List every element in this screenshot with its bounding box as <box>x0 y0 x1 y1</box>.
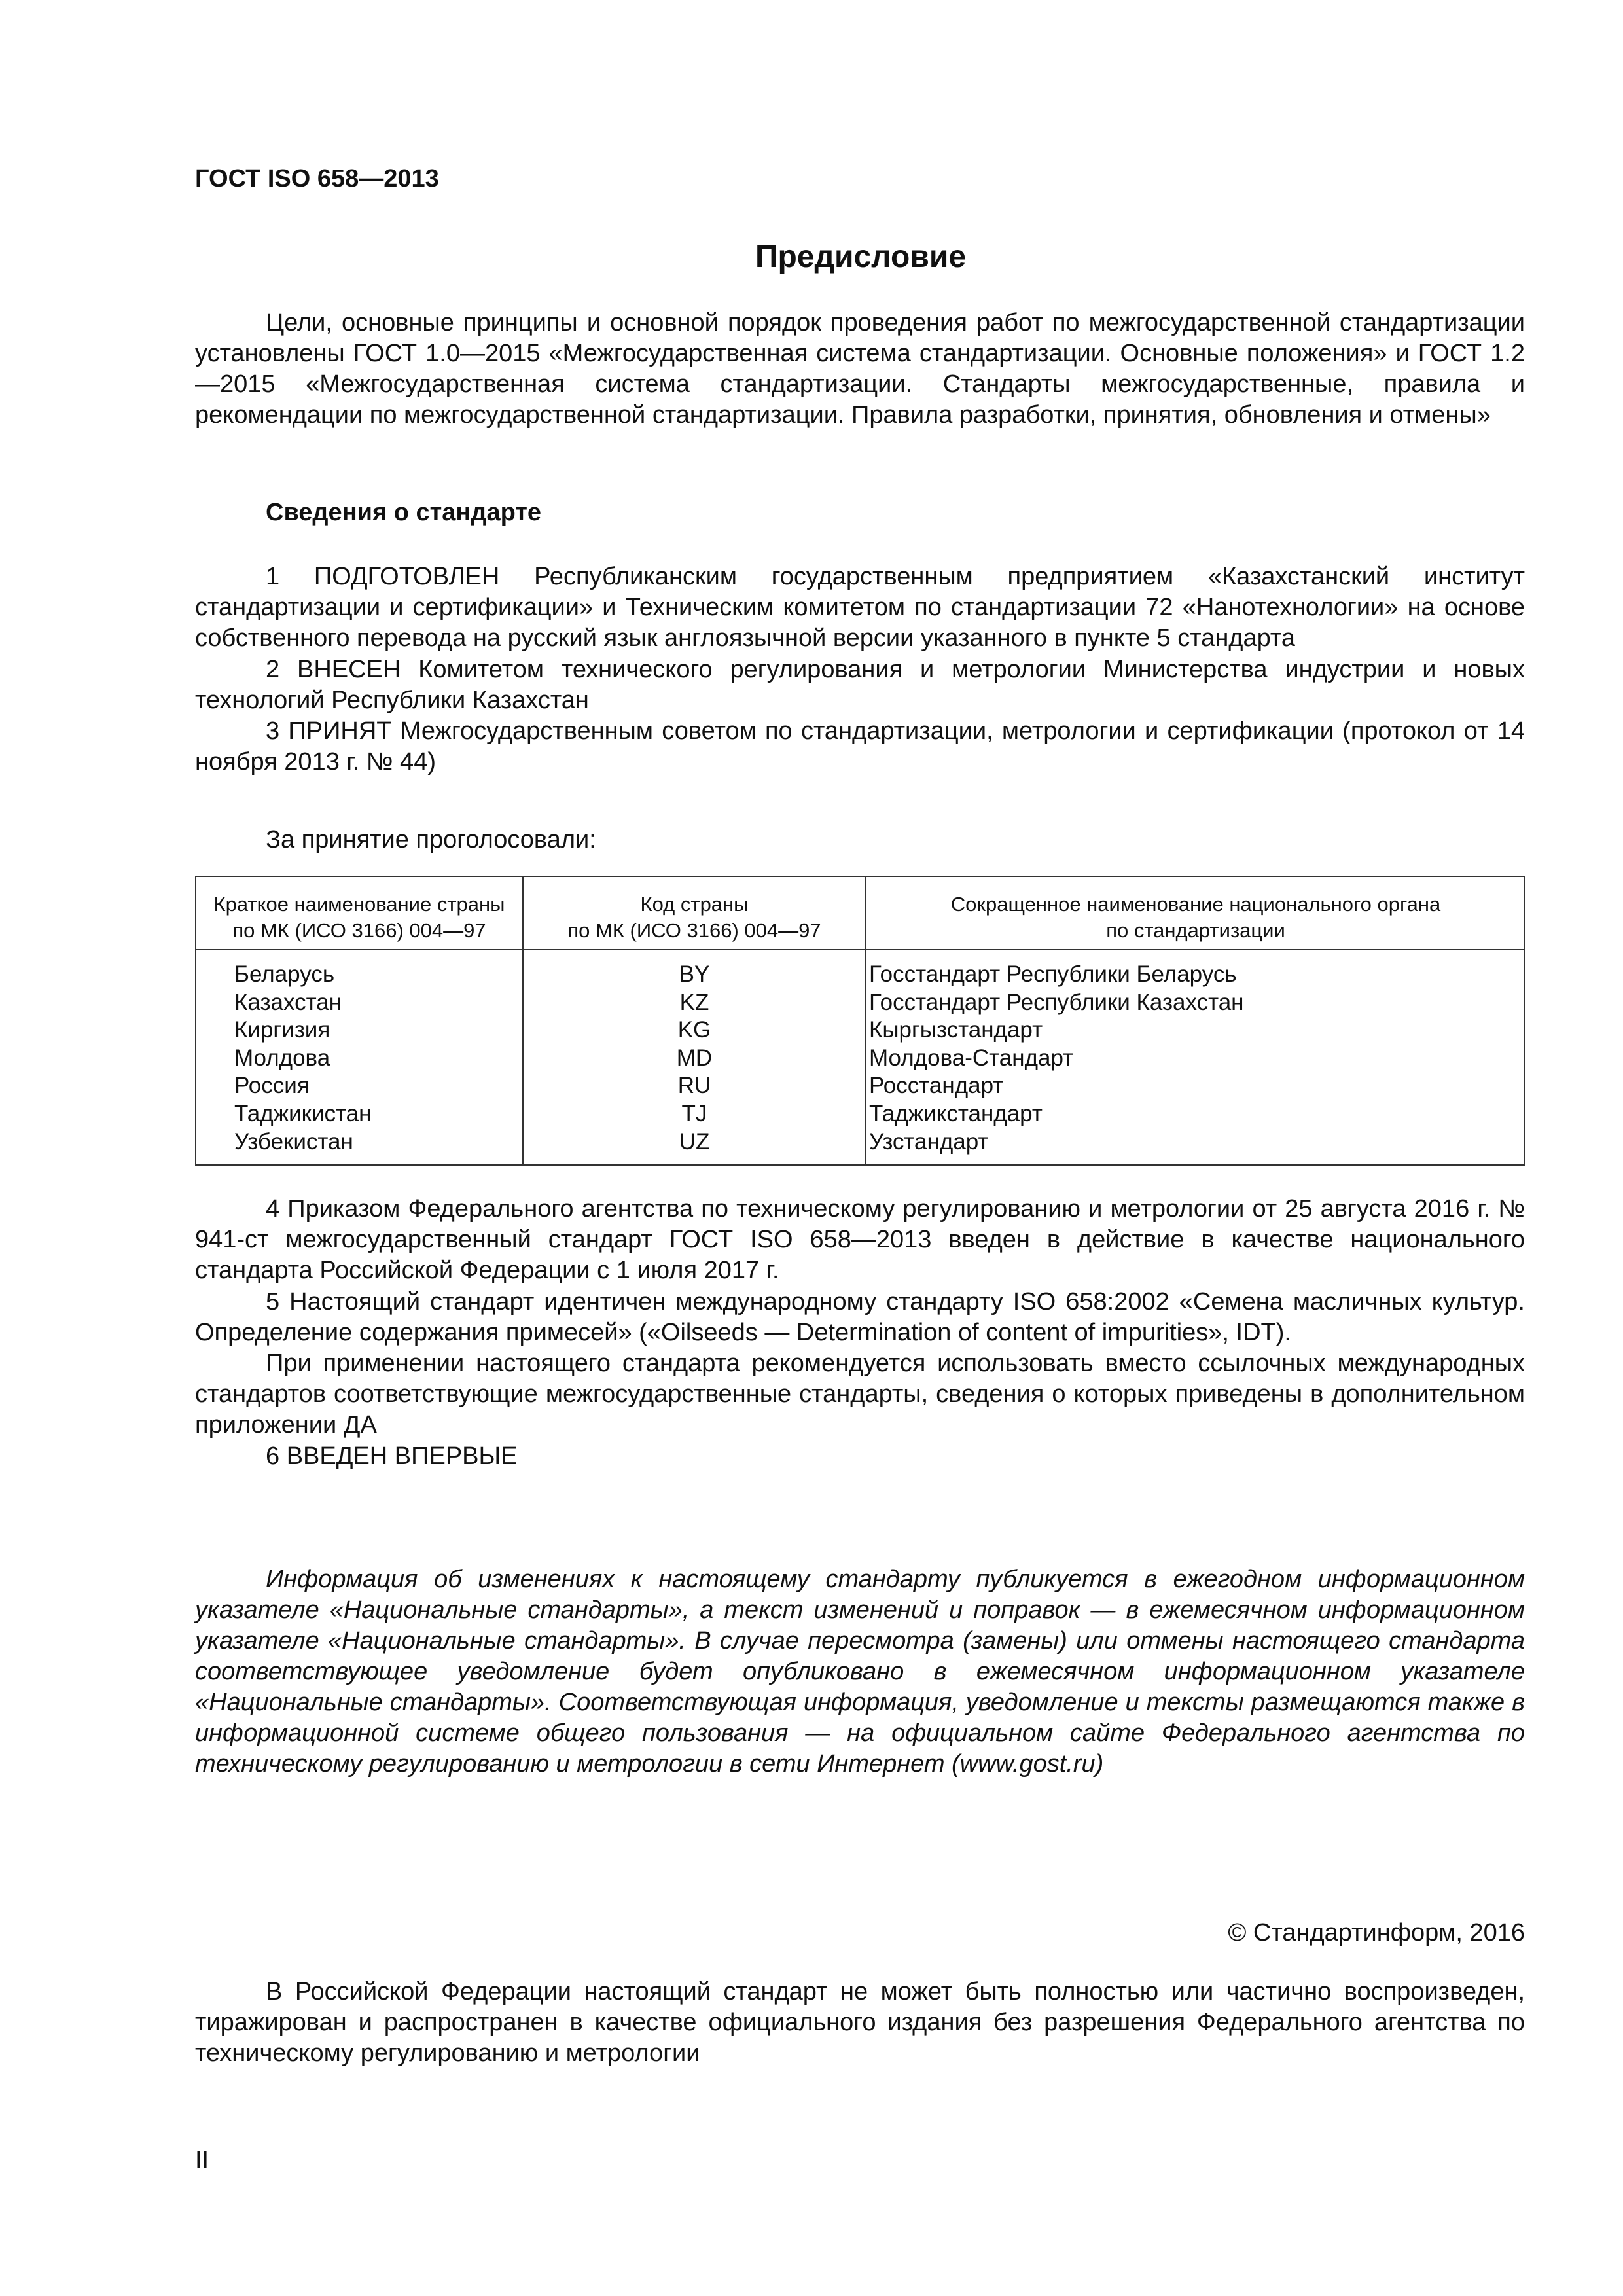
table-cell-code: KZ <box>679 989 709 1015</box>
table-cell-code: MD <box>676 1045 713 1071</box>
header-line: Код страны <box>640 893 749 916</box>
table-cell-country: Таджикистан <box>234 1100 372 1126</box>
table-cell-body: Кыргызстандарт <box>869 1017 1043 1043</box>
header-line: Сокращенное наименование национального органа <box>950 893 1441 916</box>
table-cell-body: Таджикстандарт <box>869 1100 1043 1126</box>
table-cell-body: Госстандарт Республики Казахстан <box>869 989 1244 1015</box>
table-cell-code: KG <box>677 1017 711 1043</box>
amendments-notice: Информация об изменениях к настоящему стандарту публикуется в ежегодном информационном указателе «Национальные стандарты», а текст изменений и поправок — в ежемесячном информационном указателе «Национальные стандарты». В случае пересмотра (замены) или отмены настоящего стандарта соответствующее уведомление будет опубликовано в ежемесячном информационном указателе «Национальные стандарты». Соответствующая информация, уведомление и тексты размещаются также в информационной системе общего пользования — на официальном сайте Федерального агентства по техническому регулированию и метрологии в сети Интернет (www.gost.ru) <box>195 1566 1525 1778</box>
vote-lead-text: За принятие проголосовали: <box>266 826 596 853</box>
header-line: по МК (ИСО 3166) 004—97 <box>232 919 486 942</box>
header-line: Краткое наименование страны <box>213 893 505 916</box>
page-number: II <box>195 2147 209 2174</box>
table-cell-country: Киргизия <box>234 1017 330 1043</box>
table-cell-country: Казахстан <box>234 989 342 1015</box>
table-cell-body: Молдова-Стандарт <box>869 1045 1074 1071</box>
national-body-column <box>869 961 1244 1156</box>
header-line: по стандартизации <box>1106 919 1285 942</box>
table-cell-code: RU <box>677 1073 711 1099</box>
table-cell-country: Узбекистан <box>234 1128 353 1155</box>
table-cell-country: Беларусь <box>234 961 335 987</box>
country-code-column <box>524 961 865 1156</box>
preface-title: Предисловие <box>755 240 967 274</box>
info-item-1: 1 ПОДГОТОВЛЕН Республиканским государственным предприятием «Казахстанский институт стандартизации и сертификации» и Техническим комитетом по стандартизации 72 «Нанотехнологии» на основе собственного перевода на русский язык англоязычной версии указанного в пункте 5 стандарта <box>195 563 1525 652</box>
table-cell-country: Молдова <box>234 1045 330 1071</box>
item-6-paragraph: 6 ВВЕДЕН ВПЕРВЫЕ <box>266 1443 518 1470</box>
voting-countries-table <box>195 876 1525 1166</box>
table-divider <box>196 949 1524 950</box>
preface-intro-paragraph: Цели, основные принципы и основной порядок проведения работ по межгосударственной стандартизации установлены ГОСТ 1.0—2015 «Межгосударственная система стандартизации. Основные положения» и ГОСТ 1.2—2015 «Межгосударственная система стандартизации. Стандарты межгосударственные, правила и рекомендации по межгосударственной стандартизации. Правила разработки, принятия, обновления и отмены» <box>195 309 1525 429</box>
table-header-country-code <box>524 891 865 944</box>
reproduction-restriction: В Российской Федерации настоящий стандарт не может быть полностью или частично воспроизведен, тиражирован и распространен в качестве официального издания без разрешения Федерального агентства по техническому регулированию и метрологии <box>195 1978 1525 2067</box>
table-cell-body: Росстандарт <box>869 1073 1004 1099</box>
table-cell-code: BY <box>679 961 710 987</box>
table-header-country-name <box>196 891 522 944</box>
table-cell-code: TJ <box>681 1100 707 1126</box>
item-5-paragraph: 5 Настоящий стандарт идентичен международному стандарту ISO 658:2002 «Семена масличных культур. Определение содержания примесей» («Oilseeds — Determination of content of impurities», IDT). <box>195 1288 1525 1346</box>
table-cell-body: Госстандарт Республики Беларусь <box>869 961 1237 987</box>
standard-info-heading: Сведения о стандарте <box>266 499 542 526</box>
info-item-3: 3 ПРИНЯТ Межгосударственным советом по стандартизации, метрологии и сертификации (протокол от 14 ноября 2013 г. № 44) <box>195 717 1525 776</box>
header-line: по МК (ИСО 3166) 004—97 <box>567 919 821 942</box>
item-4-paragraph: 4 Приказом Федерального агентства по техническому регулированию и метрологии от 25 августа 2016 г. № 941-ст межгосударственный стандарт ГОСТ ISO 658—2013 введен в действие в качестве национального стандарта Российской Федерации с 1 июля 2017 г. <box>195 1195 1525 1284</box>
copyright-line: © Стандартинформ, 2016 <box>1228 1919 1525 1946</box>
table-cell-code: UZ <box>679 1128 710 1155</box>
document-code-header: ГОСТ ISO 658—2013 <box>195 165 439 192</box>
table-header-national-body <box>866 891 1525 944</box>
info-item-2: 2 ВНЕСЕН Комитетом технического регулирования и метрологии Министерства индустрии и новых технологий Республики Казахстан <box>195 656 1525 714</box>
table-cell-country: Россия <box>234 1073 310 1099</box>
item-5-note-paragraph: При применении настоящего стандарта рекомендуется использовать вместо ссылочных международных стандартов соответствующие межгосударственные стандарты, сведения о которых приведены в дополнительном приложении ДА <box>195 1350 1525 1439</box>
table-cell-body: Узстандарт <box>869 1128 989 1155</box>
country-name-column <box>234 961 371 1156</box>
